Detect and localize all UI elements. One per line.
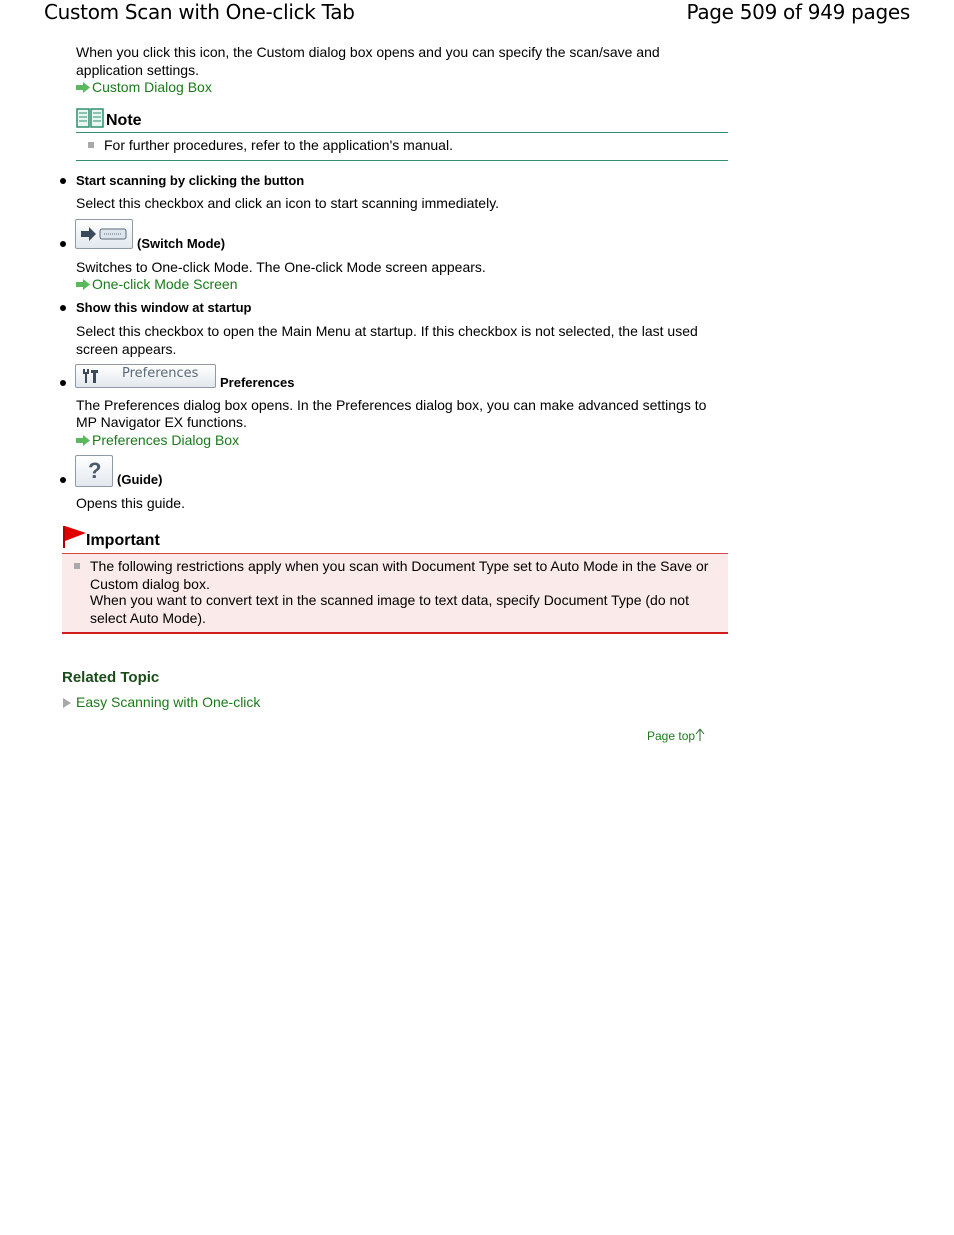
show-window-desc-line-1: Select this checkbox to open the Main Menu at startup. If this checkbox is not selected, the last used bbox=[76, 323, 698, 339]
preferences-button-label: Preferences bbox=[122, 366, 199, 381]
preferences-dialog-box-link[interactable] bbox=[76, 432, 239, 450]
note-book-icon bbox=[76, 108, 104, 129]
custom-dialog-box-link[interactable] bbox=[76, 79, 212, 97]
related-topic-title: Related Topic bbox=[62, 669, 160, 686]
document-title: Custom Scan with One-click Tab bbox=[44, 0, 355, 24]
bullet-icon bbox=[60, 178, 66, 184]
green-arrow-icon bbox=[76, 279, 90, 290]
question-mark-icon: ? bbox=[88, 458, 102, 483]
green-arrow-icon bbox=[76, 82, 90, 93]
note-item: For further procedures, refer to the application's manual. bbox=[104, 137, 453, 153]
preferences-desc-line-1: The Preferences dialog box opens. In the Preferences dialog box, you can make advanced settings to bbox=[76, 397, 707, 413]
start-scanning-heading: Start scanning by clicking the button bbox=[76, 173, 305, 188]
switch-mode-desc: Switches to One-click Mode. The One-click Mode screen appears. bbox=[76, 259, 486, 275]
bullet-icon bbox=[60, 241, 66, 247]
page-top-link[interactable] bbox=[647, 728, 705, 746]
bullet-icon bbox=[60, 380, 66, 386]
intro-text-line-2: application settings. bbox=[76, 62, 199, 78]
tools-icon bbox=[81, 368, 99, 384]
triangle-bullet-icon bbox=[63, 698, 71, 708]
green-arrow-icon bbox=[76, 435, 90, 446]
page-top-text[interactable]: Page top bbox=[647, 729, 696, 743]
intro-text-line-1: When you click this icon, the Custom dialog box opens and you can specify the scan/save and bbox=[76, 44, 660, 60]
page-header bbox=[0, 0, 954, 28]
easy-scanning-link[interactable]: Easy Scanning with One-click bbox=[76, 694, 261, 710]
bullet-icon bbox=[60, 477, 66, 483]
square-bullet-icon bbox=[88, 142, 94, 148]
preferences-desc-line-2: MP Navigator EX functions. bbox=[76, 414, 247, 430]
important-title: Important bbox=[86, 532, 160, 549]
link-text[interactable]: Preferences Dialog Box bbox=[92, 432, 240, 448]
red-flag-icon bbox=[62, 525, 86, 549]
link-text[interactable]: Custom Dialog Box bbox=[92, 79, 212, 95]
bullet-icon bbox=[60, 305, 66, 311]
important-line-1: The following restrictions apply when you scan with Document Type set to Auto Mode in the Save or bbox=[90, 558, 709, 574]
note-title: Note bbox=[106, 112, 142, 129]
page-counter: Page 509 of 949 pages bbox=[686, 0, 910, 24]
square-bullet-icon bbox=[74, 563, 80, 569]
link-text[interactable]: One-click Mode Screen bbox=[92, 276, 238, 292]
important-line-3: When you want to convert text in the scanned image to text data, specify Document Type (do not bbox=[90, 592, 689, 608]
up-arrow-icon bbox=[695, 728, 705, 742]
preferences-heading: Preferences bbox=[220, 375, 295, 390]
guide-desc: Opens this guide. bbox=[76, 495, 185, 511]
important-line-2: Custom dialog box. bbox=[90, 576, 210, 592]
guide-button[interactable] bbox=[75, 455, 113, 487]
show-window-heading: Show this window at startup bbox=[76, 300, 252, 315]
start-scanning-desc: Select this checkbox and click an icon to start scanning immediately. bbox=[76, 195, 500, 211]
preferences-button[interactable] bbox=[75, 364, 216, 388]
guide-heading: (Guide) bbox=[117, 472, 163, 487]
switch-mode-icon bbox=[80, 227, 128, 241]
switch-mode-button[interactable] bbox=[75, 219, 133, 249]
one-click-mode-screen-link[interactable] bbox=[76, 276, 238, 294]
switch-mode-heading: (Switch Mode) bbox=[137, 236, 226, 251]
show-window-desc-line-2: screen appears. bbox=[76, 341, 177, 357]
note-bottom-rule bbox=[76, 160, 728, 161]
important-line-4: select Auto Mode). bbox=[90, 610, 206, 626]
note-top-rule bbox=[76, 132, 728, 133]
